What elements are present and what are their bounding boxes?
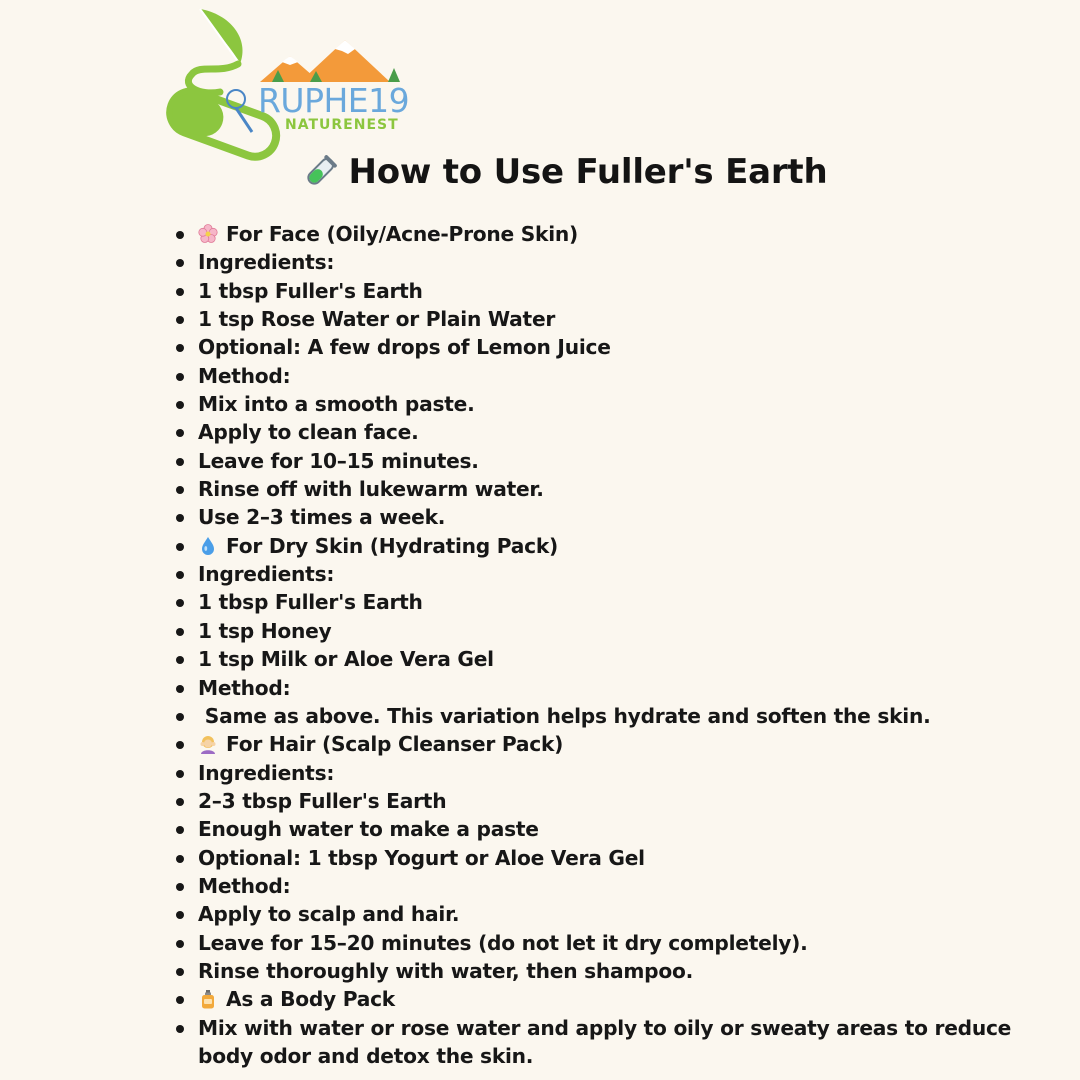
bullet: [176, 826, 184, 834]
list-item: 1 tsp Milk or Aloe Vera Gel: [176, 645, 1056, 673]
bullet: [176, 486, 184, 494]
bullet: [176, 798, 184, 806]
bullet: [176, 373, 184, 381]
list-item: Apply to clean face.: [176, 418, 1056, 446]
bullet: [176, 231, 184, 239]
list-item: 2–3 tbsp Fuller's Earth: [176, 787, 1056, 815]
bullet: [176, 543, 184, 551]
bullet: [176, 458, 184, 466]
brand-tagline: NATURENEST: [285, 117, 399, 133]
list-item: Method:: [176, 362, 1056, 390]
list-item: Mix with water or rose water and apply to oily or sweaty areas to reduce body odor and detox the skin.: [176, 1014, 1056, 1071]
brand-name: RUPHE19: [258, 81, 410, 120]
list-item: For Face (Oily/Acne-Prone Skin): [176, 220, 1056, 248]
droplet-icon: [198, 536, 218, 556]
bullet: [176, 401, 184, 409]
list-item: Use 2–3 times a week.: [176, 503, 1056, 531]
person-massage-icon: [198, 734, 218, 754]
list-item: 1 tbsp Fuller's Earth: [176, 588, 1056, 616]
list-item: Mix into a smooth paste.: [176, 390, 1056, 418]
bullet: [176, 883, 184, 891]
cherry-blossom-icon: [198, 224, 218, 244]
bullet: [176, 1025, 184, 1033]
list-item: Ingredients:: [176, 248, 1056, 276]
list-item: Method:: [176, 872, 1056, 900]
bullet: [176, 940, 184, 948]
list-item: Rinse off with lukewarm water.: [176, 475, 1056, 503]
list-item: Ingredients:: [176, 759, 1056, 787]
list-item: Rinse thoroughly with water, then shampoo.: [176, 957, 1056, 985]
bullet: [176, 770, 184, 778]
list-item: 1 tbsp Fuller's Earth: [176, 277, 1056, 305]
list-item: Apply to scalp and hair.: [176, 900, 1056, 928]
list-item: Same as above. This variation helps hydrate and soften the skin.: [176, 702, 1056, 730]
instructions-list: [176, 220, 1056, 1070]
bullet: [176, 713, 184, 721]
bullet: [176, 599, 184, 607]
bullet: [176, 344, 184, 352]
page-title: [0, 152, 1080, 194]
bullet: [176, 996, 184, 1004]
list-item: Optional: A few drops of Lemon Juice: [176, 333, 1056, 361]
bullet: [176, 741, 184, 749]
list-item: For Hair (Scalp Cleanser Pack): [176, 730, 1056, 758]
bullet: [176, 685, 184, 693]
list-item: Leave for 15–20 minutes (do not let it dry completely).: [176, 929, 1056, 957]
bullet: [176, 429, 184, 437]
bullet: [176, 911, 184, 919]
bullet: [176, 288, 184, 296]
bullet: [176, 656, 184, 664]
bullet: [176, 628, 184, 636]
title-text: How to Use Fuller's Earth: [348, 152, 828, 192]
list-item: 1 tsp Honey: [176, 617, 1056, 645]
list-item: 1 tsp Rose Water or Plain Water: [176, 305, 1056, 333]
bullet: [176, 968, 184, 976]
list-item: Optional: 1 tbsp Yogurt or Aloe Vera Gel: [176, 844, 1056, 872]
bullet: [176, 571, 184, 579]
bullet: [176, 514, 184, 522]
bullet: [176, 316, 184, 324]
leaf-capsule-icon: [160, 4, 430, 169]
list-item: Method:: [176, 674, 1056, 702]
lotion-bottle-icon: [198, 989, 218, 1009]
list-item: Leave for 10–15 minutes.: [176, 447, 1056, 475]
list-item: Ingredients:: [176, 560, 1056, 588]
list-item: Enough water to make a paste: [176, 815, 1056, 843]
brand-logo: [160, 4, 430, 169]
test-tube-icon: [302, 154, 338, 190]
bullet: [176, 855, 184, 863]
list-item: For Dry Skin (Hydrating Pack): [176, 532, 1056, 560]
bullet: [176, 259, 184, 267]
list-item: As a Body Pack: [176, 985, 1056, 1013]
